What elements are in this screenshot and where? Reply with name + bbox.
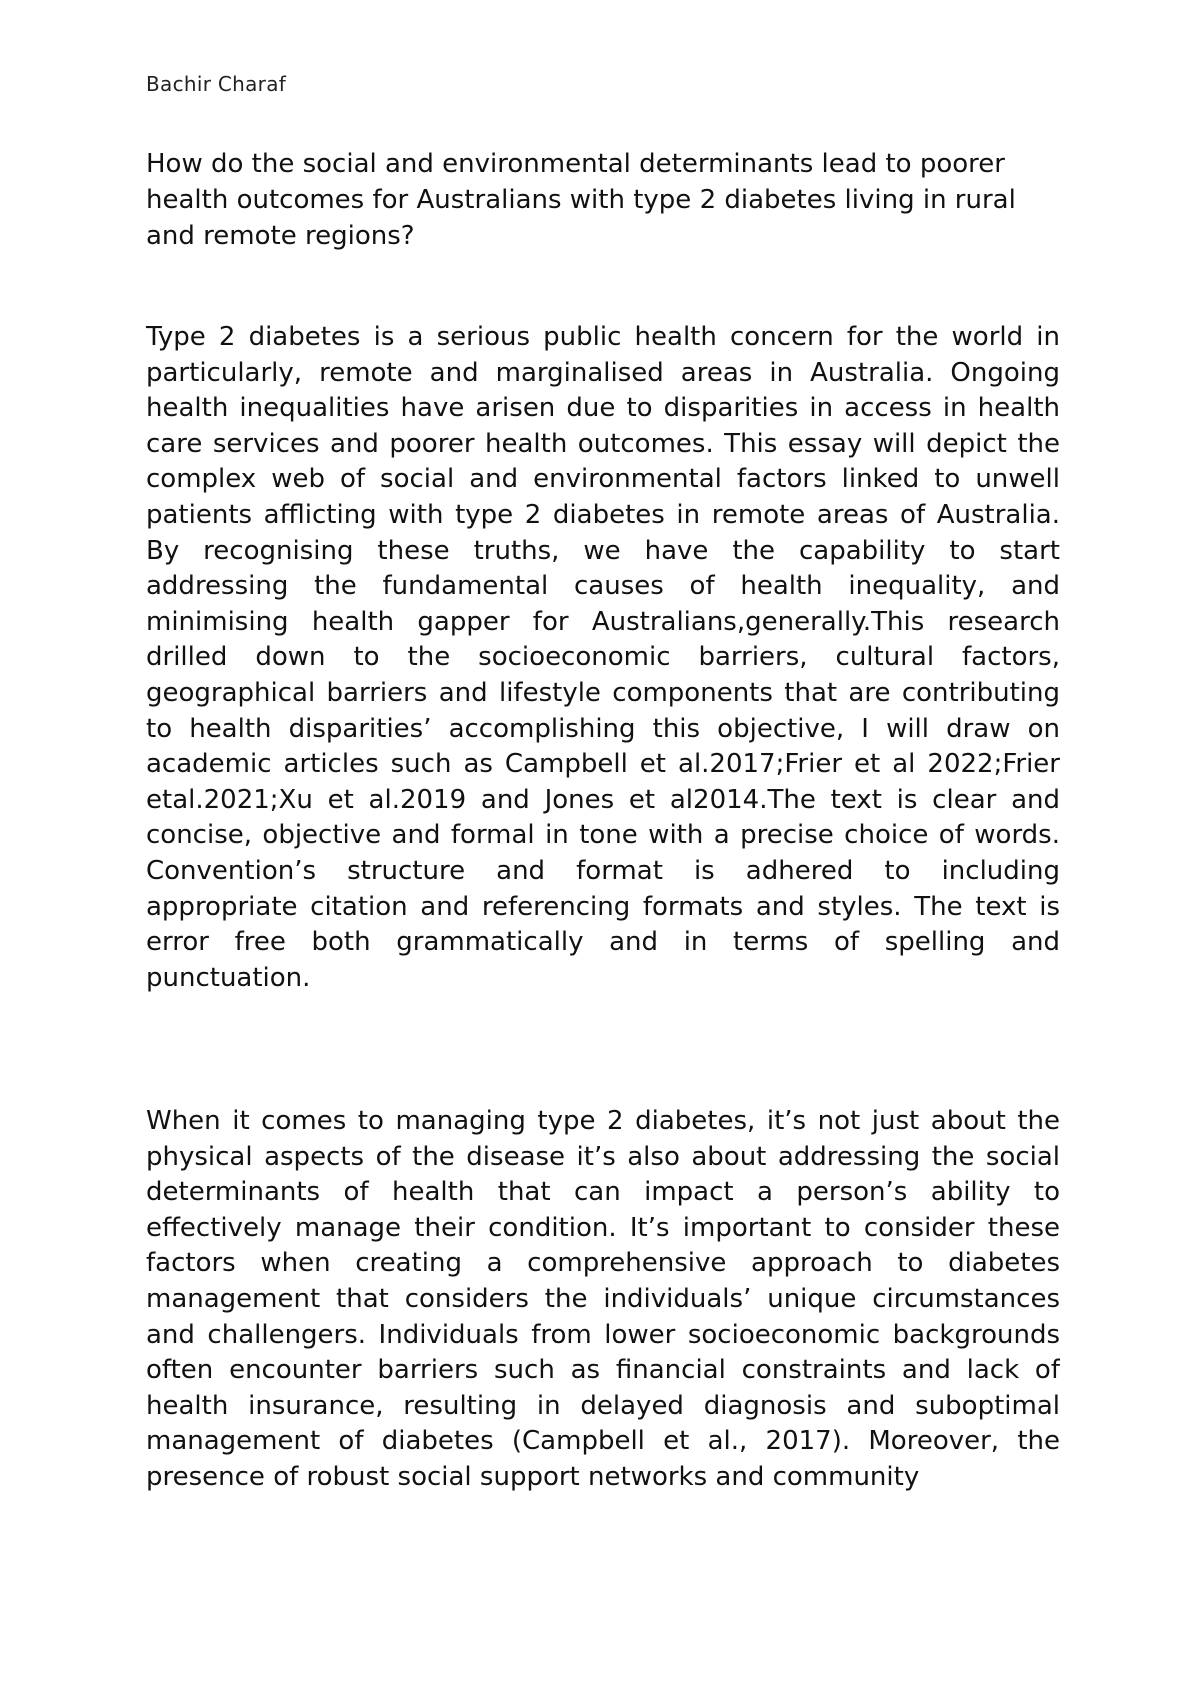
author-name: Bachir Charaf — [146, 72, 287, 96]
body-paragraph-2: When it comes to managing type 2 diabetes, it’s not just about the physical aspects of the disease it’s also about addressing the social determinants of health that can impact a person’s ability to effectively manage their condition. It’s important to consider these factors when creating a comprehensive approach to diabetes management that considers the individuals’ unique circumstances and challengers. Individuals from lower socioeconomic backgrounds often encounter barriers such as financial constraints and lack of health insurance, resulting in delayed diagnosis and suboptimal management of diabetes (Campbell et al., 2017). Moreover, the presence of robust social support networks and community — [146, 1106, 1060, 1492]
essay-question-title: How do the social and environmental determinants lead to poorer health outcomes for Australians with type 2 diabetes living in rural and remote regions? — [146, 149, 1016, 251]
body-paragraph-1: Type 2 diabetes is a serious public health concern for the world in particularly, remote and marginalised areas in Australia. Ongoing health inequalities have arisen due to disparities in access in health care services and poorer health outcomes. This essay will depict the complex web of social and environmental factors linked to unwell patients afflicting with type 2 diabetes in remote areas of Australia. By recognising these truths, we have the capability to start addressing the fundamental causes of health inequality, and minimising health gapper for Australians,generally.This research drilled down to the socioeconomic barriers, cultural factors, geographical barriers and lifestyle components that are contributing to health disparities’ accomplishing this objective, I will draw on academic articles such as Campbell et al.2017;Frier et al 2022;Frier etal.2021;Xu et al.2019 and Jones et al2014.The text is clear and concise, objective and formal in tone with a precise choice of words. Convention’s structure and format is adhered to including appropriate citation and referencing formats and styles. The text is error free both grammatically and in terms of spelling and punctuation. — [146, 322, 1060, 993]
